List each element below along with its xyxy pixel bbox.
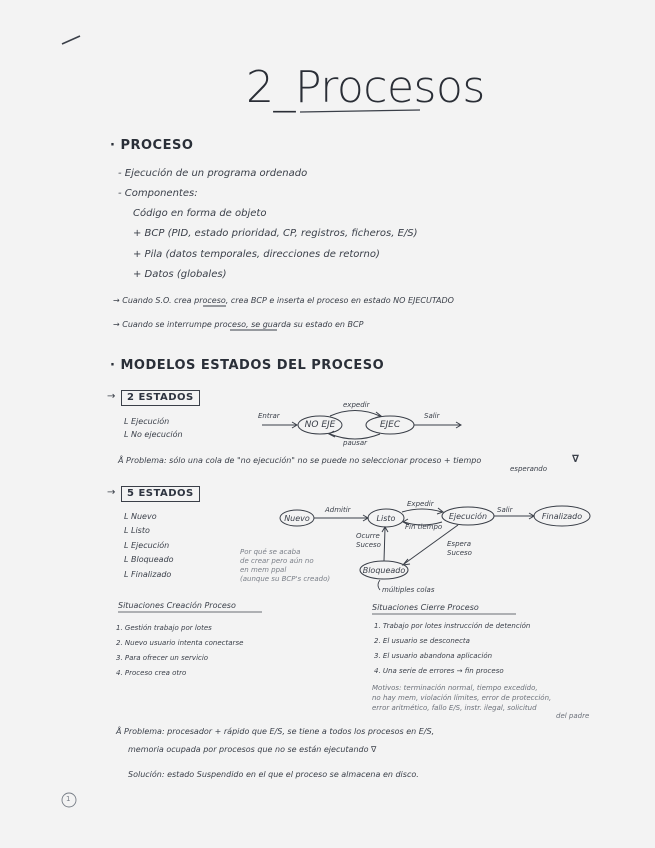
- proceso-item: Código en forma de objeto: [133, 208, 267, 219]
- state-no-eje: NO EJE: [304, 420, 336, 430]
- five-states-item: L Ejecución: [124, 541, 170, 550]
- closure-motivos: no hay mem, violación límites, error de protección,: [372, 694, 552, 702]
- two-states-item: L Ejecución: [124, 417, 170, 426]
- diagram-label-admitir: Admitir: [325, 506, 351, 514]
- problem-note: Å Problema: sólo una cola de "no ejecución" no se puede no seleccionar proceso + tiempo: [118, 456, 482, 465]
- diagram-label-entrar: Entrar: [258, 412, 280, 420]
- closure-heading: Situaciones Cierre Proceso: [372, 603, 479, 612]
- state-finalizado: Finalizado: [541, 512, 583, 521]
- section-heading-proceso: · PROCESO: [110, 138, 194, 153]
- problem-note-tail: esperando: [510, 465, 548, 473]
- pencil-note-line: (aunque su BCP's creado): [240, 575, 331, 583]
- state-bloqueado: Bloqueado: [362, 566, 406, 575]
- diagram-label-multiples-colas: múltiples colas: [382, 586, 435, 594]
- creation-item: 3. Para ofrecer un servicio: [116, 654, 209, 662]
- closure-motivos: Motivos: terminación normal, tiempo excedido,: [372, 684, 538, 692]
- proceso-item: - Componentes:: [118, 188, 198, 199]
- creation-item: 1. Gestión trabajo por lotes: [116, 624, 212, 632]
- closure-motivos: del padre: [556, 712, 590, 720]
- two-states-item: L No ejecución: [124, 430, 183, 439]
- state-listo: Listo: [376, 514, 396, 523]
- pencil-note-line: de crear pero aún no: [240, 557, 314, 565]
- five-states-label: 5 ESTADOS: [121, 486, 200, 502]
- diagram-label-pausar: pausar: [343, 439, 367, 447]
- state-ejecucion: Ejecución: [448, 512, 488, 521]
- closure-motivos: error aritmético, fallo E/S, instr. ilegal, solicitud: [372, 704, 537, 712]
- closure-item: 2. El usuario se desconecta: [374, 637, 470, 645]
- pencil-note-line: en mem ppal: [240, 566, 287, 574]
- creation-heading: Situaciones Creación Proceso: [118, 601, 236, 610]
- creation-item: 4. Proceso crea otro: [116, 669, 187, 677]
- problem2-line: Å Problema: procesador + rápido que E/S, se tiene a todos los procesos en E/S,: [116, 727, 435, 736]
- proceso-note: → Cuando S.O. crea proceso, crea BCP e inserta el proceso en estado NO EJECUTADO: [113, 296, 454, 305]
- proceso-note: → Cuando se interrumpe proceso, se guarda su estado en BCP: [113, 320, 364, 329]
- section-heading-modelos: · MODELOS ESTADOS DEL PROCESO: [110, 358, 385, 373]
- page-title: 2_Procesos: [246, 62, 485, 113]
- diagram-label-expedir: expedir: [343, 401, 370, 409]
- closure-item: 3. El usuario abandona aplicación: [374, 652, 493, 660]
- proceso-item: + Datos (globales): [133, 269, 227, 280]
- state-ejec: EJEC: [379, 420, 401, 430]
- five-states-item: L Finalizado: [124, 570, 172, 579]
- five-states-item: L Bloqueado: [124, 555, 174, 564]
- page-number: 1: [66, 795, 71, 803]
- pencil-note-line: Por qué se acaba: [240, 548, 301, 556]
- arrow-icon: →: [107, 391, 116, 402]
- diagram-label-salir: Salir: [424, 412, 440, 420]
- arrow-icon: →: [107, 487, 116, 498]
- proceso-item: + BCP (PID, estado prioridad, CP, registros, ficheros, E/S): [133, 228, 418, 239]
- proceso-item: - Ejecución de un programa ordenado: [118, 168, 308, 179]
- five-states-item: L Nuevo: [124, 512, 157, 521]
- proceso-item: + Pila (datos temporales, direcciones de retorno): [133, 249, 380, 260]
- closure-item: 1. Trabajo por lotes instrucción de detención: [374, 622, 531, 630]
- diagram-label-expedir: Expedir: [407, 500, 434, 508]
- diagram-label-ocurre-suceso: Ocurre Suceso: [356, 532, 381, 549]
- state-nuevo: Nuevo: [284, 514, 310, 523]
- solution-line: Solución: estado Suspendido en el que el proceso se almacena en disco.: [128, 770, 419, 779]
- closure-item: 4. Una serie de errores → fin proceso: [374, 667, 504, 675]
- diagram-label-salir: Salir: [497, 506, 513, 514]
- problem2-line: memoria ocupada por procesos que no se están ejecutando ∇: [128, 745, 377, 754]
- creation-item: 2. Nuevo usuario intenta conectarse: [116, 639, 244, 647]
- two-states-label: 2 ESTADOS: [121, 390, 200, 406]
- diagram-label-fin-tiempo: Fin tiempo: [405, 523, 443, 531]
- warning-icon: ∇: [572, 454, 579, 465]
- five-states-item: L Listo: [124, 526, 150, 535]
- diagram-label-espera-suceso: Espera Suceso: [447, 540, 472, 557]
